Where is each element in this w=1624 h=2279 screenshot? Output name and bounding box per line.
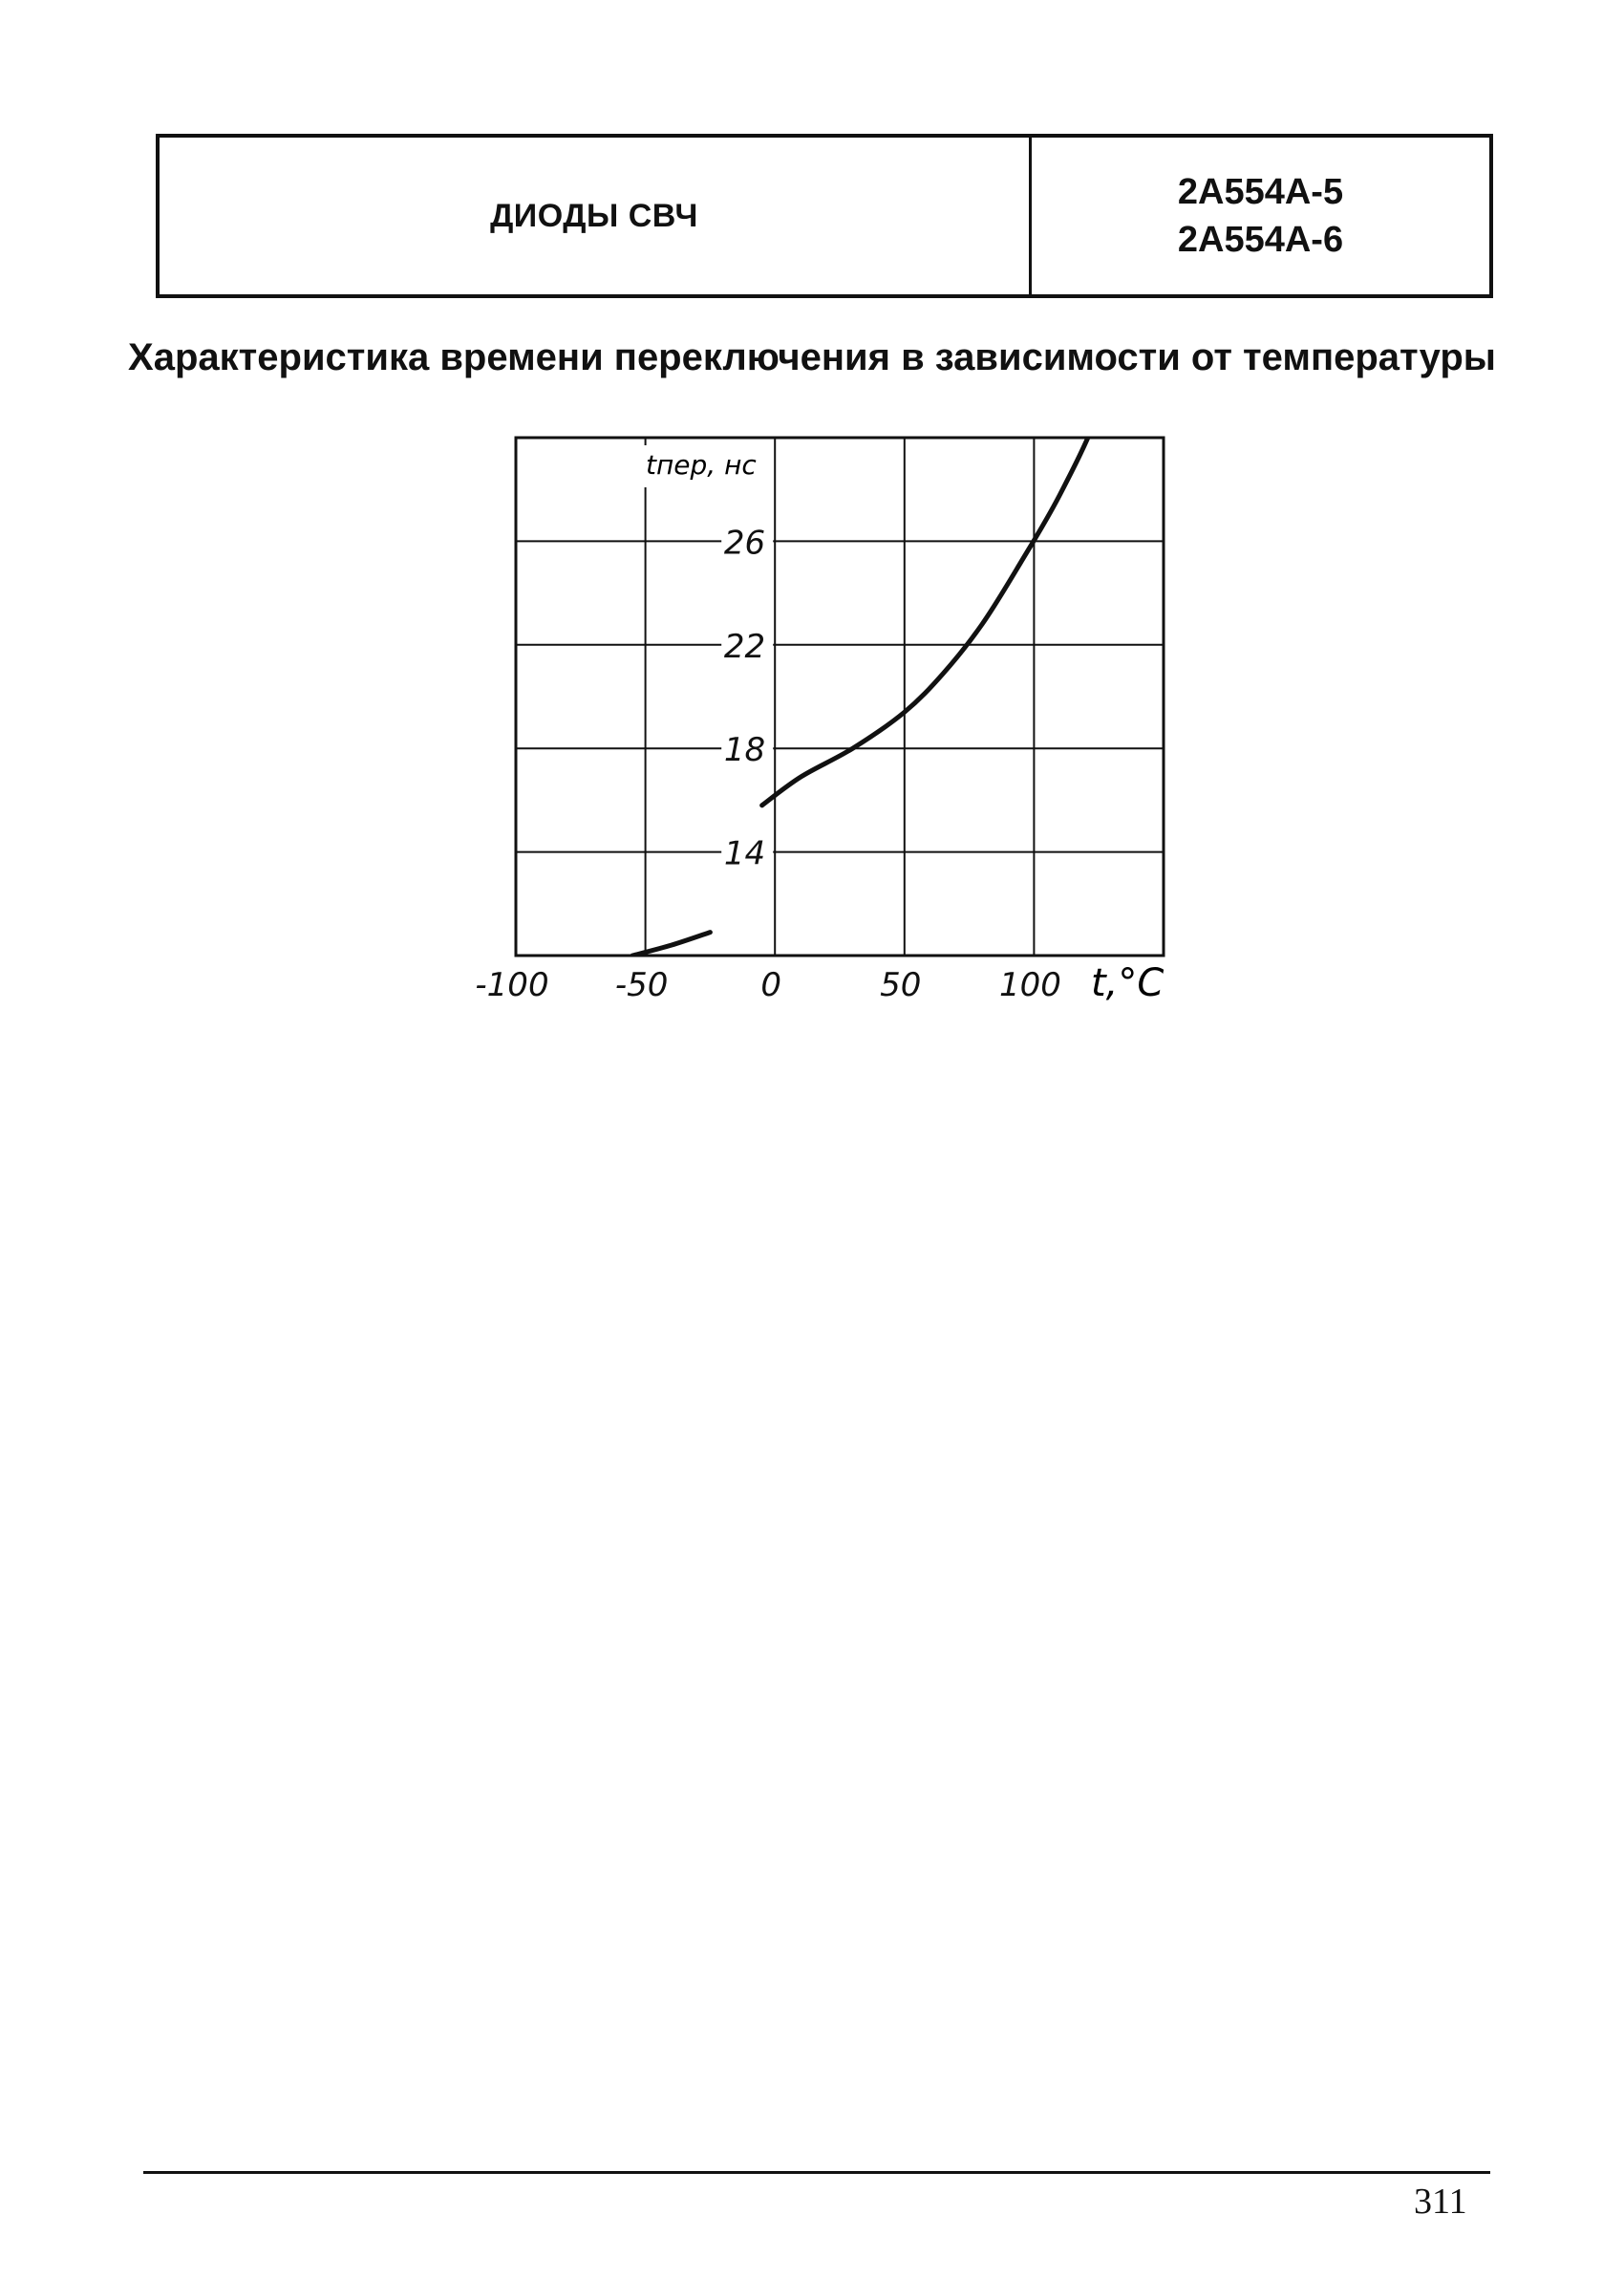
chart-frame: [516, 438, 1164, 956]
data-curve: [762, 309, 1133, 806]
x-tick-label: 0: [760, 966, 782, 1004]
page-number: 311: [1414, 2182, 1467, 2222]
x-tick-label: -50: [614, 966, 669, 1004]
y-tick-labels: [644, 445, 773, 873]
y-tick-label: 22: [723, 627, 766, 666]
x-tick-label: 50: [880, 966, 922, 1004]
data-curve: [632, 933, 710, 956]
part-number-2: 2А554А-6: [1177, 220, 1344, 260]
x-tick-labels: [475, 966, 1060, 1004]
plot-border: [516, 438, 1164, 956]
chart-title: Характеристика времени переключения в зависимости от температуры: [128, 336, 1496, 378]
chart: [0, 0, 1624, 1051]
section-label: ДИОДЫ СВЧ: [490, 197, 698, 234]
y-tick-label: 18: [723, 731, 766, 770]
chart-curve: [632, 309, 1132, 957]
y-tick-label: 14: [723, 834, 766, 873]
y-tick-label: 26: [723, 524, 766, 563]
part-number-1: 2А554А-5: [1177, 172, 1344, 212]
x-axis-label: t,°C: [1091, 961, 1165, 1005]
footer-rule: [143, 2171, 1490, 2174]
chart-grid: [516, 438, 1164, 956]
x-tick-label: 100: [998, 966, 1061, 1004]
y-axis-label: tпер, нс: [646, 449, 757, 481]
x-tick-label: -100: [475, 966, 549, 1004]
